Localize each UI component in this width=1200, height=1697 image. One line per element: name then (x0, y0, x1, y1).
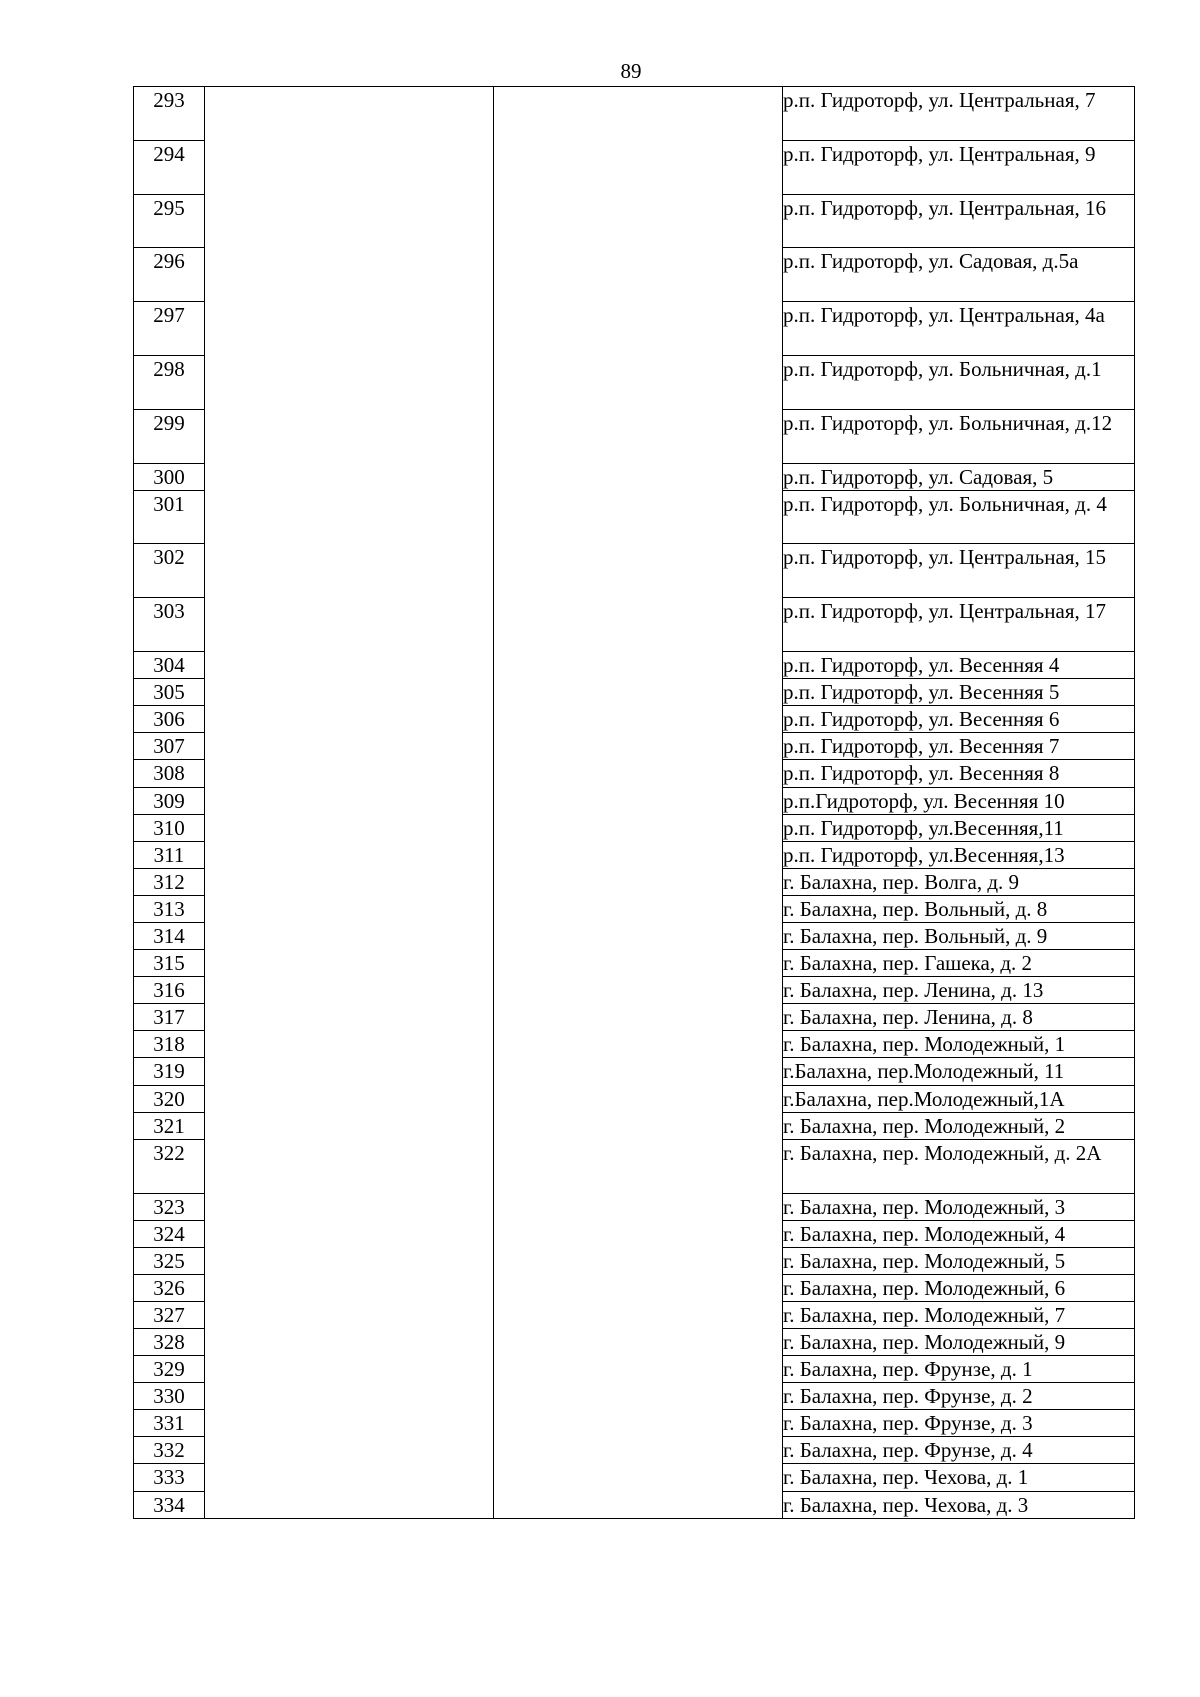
address-table-body (134, 87, 1135, 1519)
row-number: 310 (134, 814, 205, 841)
page-number: 89 (620, 59, 642, 83)
row-number: 304 (134, 652, 205, 679)
row-address: г. Балахна, пер. Молодежный, 9 (783, 1329, 1135, 1356)
row-number: 301 (134, 490, 205, 544)
row-address: г. Балахна, пер. Чехова, д. 1 (783, 1464, 1135, 1491)
row-number: 326 (134, 1274, 205, 1301)
row-number: 332 (134, 1437, 205, 1464)
row-address: г. Балахна, пер. Волга, д. 9 (783, 868, 1135, 895)
row-address: р.п.Гидроторф, ул. Весенняя 10 (783, 787, 1135, 814)
row-number: 296 (134, 248, 205, 302)
row-address: р.п. Гидроторф, ул. Весенняя 7 (783, 733, 1135, 760)
row-number: 300 (134, 463, 205, 490)
merged-empty-cell (205, 87, 494, 1519)
row-address: г. Балахна, пер. Молодежный, 1 (783, 1031, 1135, 1058)
row-number: 329 (134, 1356, 205, 1383)
table-row (134, 87, 1135, 141)
row-number: 314 (134, 923, 205, 950)
row-address: р.п. Гидроторф, ул. Центральная, 4а (783, 302, 1135, 356)
row-address: р.п. Гидроторф, ул. Весенняя 4 (783, 652, 1135, 679)
address-table (133, 86, 1135, 1519)
row-number: 299 (134, 409, 205, 463)
row-number: 320 (134, 1085, 205, 1112)
row-number: 295 (134, 194, 205, 248)
row-address: г. Балахна, пер. Фрунзе, д. 1 (783, 1356, 1135, 1383)
row-address: г. Балахна, пер. Фрунзе, д. 4 (783, 1437, 1135, 1464)
row-address: г. Балахна, пер. Вольный, д. 8 (783, 895, 1135, 922)
row-address: р.п. Гидроторф, ул. Больничная, д.12 (783, 409, 1135, 463)
row-number: 297 (134, 302, 205, 356)
row-address: р.п. Гидроторф, ул.Весенняя,13 (783, 841, 1135, 868)
row-number: 306 (134, 706, 205, 733)
row-address: р.п. Гидроторф, ул. Садовая, 5 (783, 463, 1135, 490)
row-number: 307 (134, 733, 205, 760)
row-number: 334 (134, 1491, 205, 1518)
row-address: р.п. Гидроторф, ул. Садовая, д.5а (783, 248, 1135, 302)
row-number: 317 (134, 1004, 205, 1031)
row-number: 316 (134, 977, 205, 1004)
row-number: 305 (134, 679, 205, 706)
row-number: 318 (134, 1031, 205, 1058)
row-address: г. Балахна, пер. Молодежный, 2 (783, 1112, 1135, 1139)
row-number: 294 (134, 140, 205, 194)
row-number: 311 (134, 841, 205, 868)
row-number: 293 (134, 87, 205, 141)
row-address: г. Балахна, пер. Ленина, д. 13 (783, 977, 1135, 1004)
row-address: г. Балахна, пер. Молодежный, д. 2А (783, 1139, 1135, 1193)
row-number: 315 (134, 950, 205, 977)
row-address: г.Балахна, пер.Молодежный,1А (783, 1085, 1135, 1112)
row-address: р.п. Гидроторф, ул. Весенняя 5 (783, 679, 1135, 706)
row-number: 323 (134, 1193, 205, 1220)
row-address: г. Балахна, пер. Молодежный, 5 (783, 1247, 1135, 1274)
row-address: г. Балахна, пер. Фрунзе, д. 2 (783, 1383, 1135, 1410)
row-number: 302 (134, 544, 205, 598)
row-number: 324 (134, 1220, 205, 1247)
row-number: 313 (134, 895, 205, 922)
row-number: 322 (134, 1139, 205, 1193)
row-address: р.п. Гидроторф, ул. Весенняя 8 (783, 760, 1135, 787)
row-number: 333 (134, 1464, 205, 1491)
row-address: г. Балахна, пер. Фрунзе, д. 3 (783, 1410, 1135, 1437)
row-number: 321 (134, 1112, 205, 1139)
row-number: 330 (134, 1383, 205, 1410)
row-address: р.п. Гидроторф, ул.Весенняя,11 (783, 814, 1135, 841)
row-address: г. Балахна, пер. Молодежный, 7 (783, 1301, 1135, 1328)
row-address: г.Балахна, пер.Молодежный, 11 (783, 1058, 1135, 1085)
row-number: 309 (134, 787, 205, 814)
merged-empty-cell (494, 87, 783, 1519)
row-address: г. Балахна, пер. Молодежный, 4 (783, 1220, 1135, 1247)
row-number: 308 (134, 760, 205, 787)
row-number: 331 (134, 1410, 205, 1437)
row-address: р.п. Гидроторф, ул. Центральная, 9 (783, 140, 1135, 194)
row-address: г. Балахна, пер. Чехова, д. 3 (783, 1491, 1135, 1518)
row-address: р.п. Гидроторф, ул. Центральная, 15 (783, 544, 1135, 598)
row-address: р.п. Гидроторф, ул. Весенняя 6 (783, 706, 1135, 733)
row-address: г. Балахна, пер. Ленина, д. 8 (783, 1004, 1135, 1031)
row-address: р.п. Гидроторф, ул. Центральная, 16 (783, 194, 1135, 248)
row-address: р.п. Гидроторф, ул. Центральная, 17 (783, 598, 1135, 652)
row-address: г. Балахна, пер. Молодежный, 3 (783, 1193, 1135, 1220)
row-address: р.п. Гидроторф, ул. Больничная, д. 4 (783, 490, 1135, 544)
row-address: г. Балахна, пер. Вольный, д. 9 (783, 923, 1135, 950)
row-address: р.п. Гидроторф, ул. Центральная, 7 (783, 87, 1135, 141)
row-number: 303 (134, 598, 205, 652)
row-number: 328 (134, 1329, 205, 1356)
row-number: 325 (134, 1247, 205, 1274)
row-number: 298 (134, 355, 205, 409)
row-address: г. Балахна, пер. Гашека, д. 2 (783, 950, 1135, 977)
row-number: 312 (134, 868, 205, 895)
row-address: р.п. Гидроторф, ул. Больничная, д.1 (783, 355, 1135, 409)
row-address: г. Балахна, пер. Молодежный, 6 (783, 1274, 1135, 1301)
row-number: 319 (134, 1058, 205, 1085)
row-number: 327 (134, 1301, 205, 1328)
